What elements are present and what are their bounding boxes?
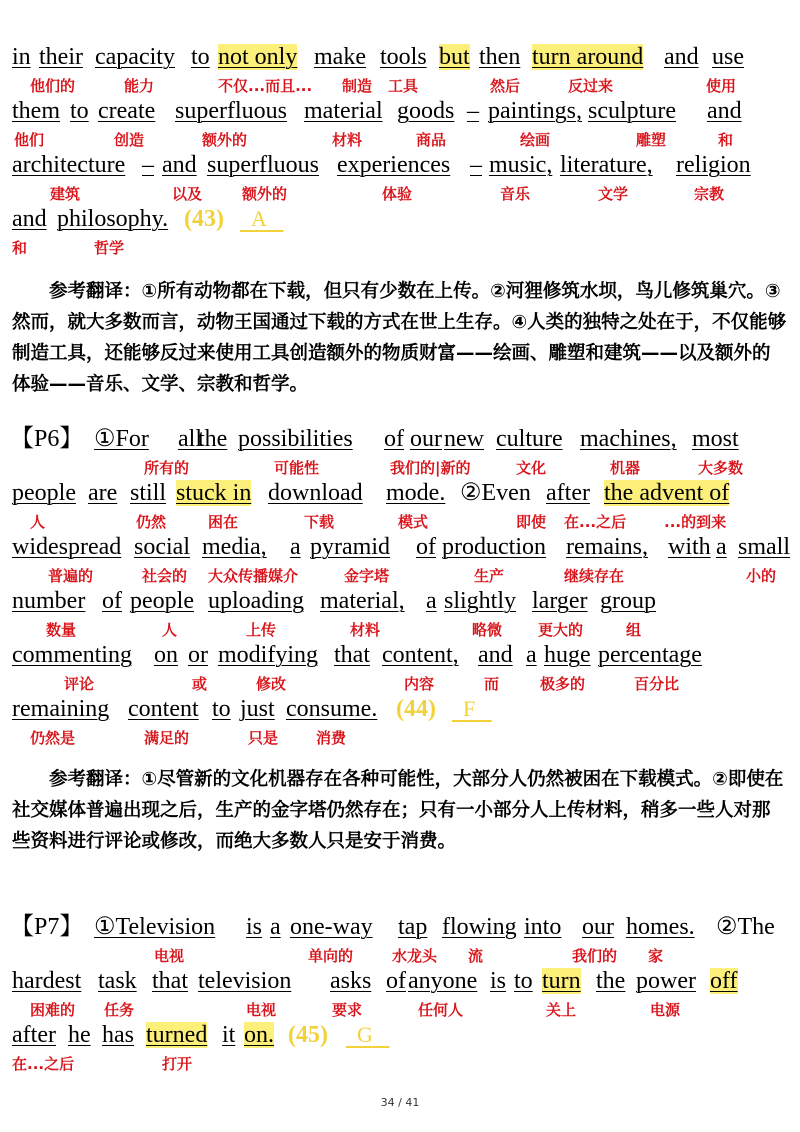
gloss: 普遍的: [48, 567, 94, 585]
word: remains,: [566, 534, 648, 560]
word: literature,: [560, 152, 653, 178]
word: uploading: [208, 588, 304, 614]
word: music,: [489, 152, 553, 178]
gloss: 人: [162, 621, 178, 639]
gloss: 反过来: [568, 77, 614, 95]
gloss: 继续存在: [564, 567, 625, 585]
word: ①For: [94, 426, 149, 452]
gloss: 可能性: [274, 459, 320, 477]
gloss: 大多数: [698, 459, 744, 477]
gloss: 水龙头: [392, 947, 438, 965]
gloss: 小的: [746, 567, 777, 585]
question-number: (44): [396, 696, 436, 722]
word: sculpture: [588, 98, 676, 124]
word: our: [582, 914, 614, 940]
word: of: [386, 968, 406, 994]
text-line: [12, 480, 790, 506]
gloss: 满足的: [144, 729, 190, 747]
word: and: [664, 44, 699, 70]
word: the: [596, 968, 626, 994]
gloss: 宗教: [694, 185, 725, 203]
gloss: 电源: [650, 1001, 681, 1019]
total-pages: 41: [405, 1096, 420, 1109]
gloss: 模式: [398, 513, 429, 531]
word: ②Even: [460, 480, 531, 506]
text-line: [12, 98, 790, 124]
word: number: [12, 588, 86, 614]
word: after: [12, 1022, 56, 1048]
word: after: [546, 480, 590, 506]
word: slightly: [444, 588, 517, 614]
gloss: 工具: [388, 77, 419, 95]
word: all: [178, 426, 202, 452]
gloss-line: [12, 184, 790, 204]
highlighted-phrase: the advent of: [604, 480, 730, 506]
gloss: 任何人: [418, 1001, 464, 1019]
word: use: [712, 44, 744, 70]
gloss-line: [12, 728, 790, 748]
word: tap: [398, 914, 428, 940]
word: material,: [320, 588, 405, 614]
highlighted-phrase: not only: [218, 44, 298, 70]
word: create: [98, 98, 156, 124]
word: homes.: [626, 914, 695, 940]
gloss: 绘画: [520, 131, 551, 149]
gloss: 不仅...而且...: [218, 77, 313, 95]
gloss: 或: [192, 675, 208, 693]
gloss-line: [12, 1054, 790, 1074]
gloss: 要求: [332, 1001, 363, 1019]
gloss: 任务: [104, 1001, 135, 1019]
paragraph-label: 【P6】: [10, 426, 84, 452]
gloss: 材料: [332, 131, 363, 149]
gloss: 额外的: [242, 185, 288, 203]
word: are: [88, 480, 118, 506]
text-line: [12, 914, 790, 940]
gloss: 雕塑: [636, 131, 667, 149]
text-line: [12, 426, 790, 452]
text-line: [12, 44, 790, 70]
word: machines,: [580, 426, 677, 452]
word: capacity: [95, 44, 175, 70]
word: to: [191, 44, 210, 70]
gloss: 制造: [342, 77, 373, 95]
word: just: [240, 696, 275, 722]
word: ②The: [716, 914, 775, 940]
word: experiences: [337, 152, 451, 178]
gloss-line: [12, 946, 790, 966]
gloss: 额外的: [202, 131, 248, 149]
answer-letter: G: [357, 1022, 373, 1047]
gloss: 电视: [154, 947, 185, 965]
word: pyramid: [310, 534, 390, 560]
word: to: [514, 968, 533, 994]
word: make: [314, 44, 366, 70]
gloss: 只是: [248, 729, 279, 747]
word: religion: [676, 152, 751, 178]
highlighted-word: but: [439, 44, 470, 70]
word: and: [162, 152, 197, 178]
gloss: 所有的: [144, 459, 190, 477]
word: then: [479, 44, 521, 70]
gloss: 金字塔: [344, 567, 390, 585]
gloss: 评论: [64, 675, 95, 693]
word: still: [130, 480, 167, 506]
text-line: [12, 1022, 790, 1048]
gloss: 流: [468, 947, 484, 965]
text-line: [12, 696, 790, 722]
answer-blank: [452, 696, 492, 722]
word: architecture: [12, 152, 126, 178]
word: social: [134, 534, 190, 560]
word: of: [384, 426, 404, 452]
gloss: 内容: [404, 675, 435, 693]
gloss-line: [12, 76, 790, 96]
word: a: [426, 588, 437, 614]
gloss: 组: [626, 621, 642, 639]
paragraph-label: 【P7】: [10, 914, 84, 940]
gloss: 电视: [246, 1001, 277, 1019]
answer-blank: [240, 206, 283, 232]
gloss: 关上: [546, 1001, 577, 1019]
word: –: [470, 152, 482, 178]
page-number: [0, 1096, 800, 1109]
word: culture: [496, 426, 563, 452]
current-page: 34: [380, 1096, 395, 1109]
word: small: [738, 534, 790, 560]
word: tools: [380, 44, 427, 70]
gloss: 在...之后: [12, 1055, 75, 1073]
gloss: 百分比: [634, 675, 680, 693]
gloss-line: [12, 512, 790, 532]
gloss: 而: [484, 675, 500, 693]
highlighted-word: on.: [244, 1022, 274, 1048]
word: mode.: [386, 480, 446, 506]
word: of: [102, 588, 122, 614]
word: larger: [532, 588, 588, 614]
word: possibilities: [238, 426, 353, 452]
word: a: [290, 534, 301, 560]
text-line: [12, 534, 790, 560]
gloss: 以及: [172, 185, 203, 203]
word: with: [668, 534, 711, 560]
gloss: 家: [648, 947, 664, 965]
gloss: 我们的: [572, 947, 618, 965]
word: to: [70, 98, 89, 124]
gloss: 下载: [304, 513, 335, 531]
gloss: 他们: [14, 131, 45, 149]
gloss: 打开: [162, 1055, 193, 1073]
word: that: [334, 642, 370, 668]
word: material: [304, 98, 383, 124]
gloss: 哲学: [94, 239, 125, 257]
gloss: 我们的|新的: [390, 459, 471, 477]
word: he: [68, 1022, 91, 1048]
word: flowing: [442, 914, 517, 940]
word: new: [444, 426, 484, 452]
reference-translation: 参考翻译：①尽管新的文化机器存在各种可能性，大部分人仍然被困在下载模式。②即使在社交媒体普遍出现之后，生产的金字塔仍然存在；只有一小部分人上传材料，稍多一些人对那些资料进行评论或修改，而绝大多数人只是安于消费。: [12, 769, 784, 852]
text-line: [12, 588, 790, 614]
word: paintings,: [488, 98, 582, 124]
text-line: [12, 152, 790, 178]
gloss: 能力: [124, 77, 155, 95]
gloss: 消费: [316, 729, 347, 747]
word: and: [707, 98, 742, 124]
highlighted-word: off: [710, 968, 738, 994]
word: our: [410, 426, 442, 452]
gloss: 人: [30, 513, 46, 531]
gloss: 他们的: [30, 77, 76, 95]
word: a: [716, 534, 727, 560]
word: a: [526, 642, 537, 668]
gloss: 材料: [350, 621, 381, 639]
word: the: [198, 426, 228, 452]
word: most: [692, 426, 739, 452]
gloss: 文学: [598, 185, 629, 203]
gloss: 即使: [516, 513, 547, 531]
word: is: [246, 914, 263, 940]
word: consume.: [286, 696, 378, 722]
word: on: [154, 642, 178, 668]
gloss: 困难的: [30, 1001, 76, 1019]
word: one-way: [290, 914, 373, 940]
word: commenting: [12, 642, 132, 668]
word: superfluous: [207, 152, 319, 178]
word: remaining: [12, 696, 110, 722]
word: it: [222, 1022, 236, 1048]
word: task: [98, 968, 137, 994]
word: to: [212, 696, 231, 722]
word: into: [524, 914, 562, 940]
gloss-line: [12, 458, 790, 478]
gloss: 社会的: [142, 567, 188, 585]
gloss: 单向的: [308, 947, 354, 965]
gloss-line: [12, 1000, 790, 1020]
gloss: 音乐: [500, 185, 531, 203]
word: widespread: [12, 534, 122, 560]
word: that: [152, 968, 188, 994]
text-line: [12, 206, 790, 232]
word: asks: [330, 968, 372, 994]
word: and: [478, 642, 513, 668]
word: –: [467, 98, 479, 124]
word: content: [128, 696, 199, 722]
gloss: 修改: [256, 675, 287, 693]
gloss: 然后: [490, 77, 521, 95]
gloss: 商品: [416, 131, 447, 149]
text-line: [12, 642, 790, 668]
highlighted-word: turned: [146, 1022, 208, 1048]
word: group: [600, 588, 656, 614]
page-separator: /: [398, 1096, 402, 1109]
gloss-line: [12, 566, 790, 586]
word: of: [416, 534, 436, 560]
word: people: [130, 588, 194, 614]
word: content,: [382, 642, 459, 668]
reference-translation: 参考翻译：①所有动物都在下载，但只有少数在上传。②河狸修筑水坝，鸟儿修筑巢穴。③然而，就大多数而言，动物王国通过下载的方式在世上生存。④人类的独特之处在于，不仅能够制造工具，还能够反过来使用工具创造额外的物质财富——绘画、雕塑和建筑——以及额外的体验——音乐、文学、宗教和哲学。: [12, 281, 787, 395]
word: percentage: [598, 642, 702, 668]
word: ①Television: [94, 914, 216, 940]
gloss: 建筑: [50, 185, 81, 203]
answer-blank: [346, 1022, 389, 1048]
word: power: [636, 968, 696, 994]
word: or: [188, 642, 208, 668]
word: and: [12, 206, 47, 232]
word: people: [12, 480, 76, 506]
gloss: 机器: [610, 459, 641, 477]
word: superfluous: [175, 98, 287, 124]
word: philosophy.: [57, 206, 169, 232]
gloss: 生产: [474, 567, 505, 585]
word: in: [12, 44, 31, 70]
gloss-line: [12, 238, 790, 258]
gloss: 在...之后: [564, 513, 627, 531]
gloss-line: [12, 620, 790, 640]
word: them: [12, 98, 60, 124]
gloss: 困在: [208, 513, 239, 531]
word: media,: [202, 534, 267, 560]
gloss-line: [12, 130, 790, 150]
text-line: [12, 968, 790, 994]
gloss: 极多的: [540, 675, 586, 693]
gloss: 略微: [472, 621, 503, 639]
highlighted-phrase: stuck in: [176, 480, 252, 506]
word: anyone: [408, 968, 478, 994]
answer-letter: A: [251, 206, 267, 231]
word: television: [198, 968, 292, 994]
word: their: [39, 44, 83, 70]
word: production: [442, 534, 546, 560]
gloss: 更大的: [538, 621, 584, 639]
gloss: 上传: [246, 621, 277, 639]
gloss: 数量: [46, 621, 77, 639]
word: is: [490, 968, 507, 994]
word: huge: [544, 642, 591, 668]
word: has: [102, 1022, 134, 1048]
word: –: [142, 152, 154, 178]
gloss-line: [12, 674, 790, 694]
word: a: [270, 914, 281, 940]
answer-letter: F: [463, 696, 476, 721]
word: download: [268, 480, 363, 506]
question-number: (45): [288, 1022, 328, 1048]
gloss: 创造: [114, 131, 145, 149]
gloss: 仍然是: [30, 729, 76, 747]
word: goods: [397, 98, 455, 124]
gloss: 大众传播媒介: [208, 567, 299, 585]
question-number: (43): [184, 206, 224, 232]
gloss: 文化: [516, 459, 547, 477]
gloss: 使用: [706, 77, 737, 95]
gloss: 仍然: [136, 513, 167, 531]
highlighted-phrase: turn around: [532, 44, 644, 70]
gloss: 和: [718, 131, 734, 149]
gloss: ...的到来: [664, 513, 727, 531]
gloss: 体验: [382, 185, 413, 203]
gloss: 和: [12, 239, 28, 257]
highlighted-word: turn: [542, 968, 581, 994]
word: modifying: [218, 642, 318, 668]
word: hardest: [12, 968, 82, 994]
